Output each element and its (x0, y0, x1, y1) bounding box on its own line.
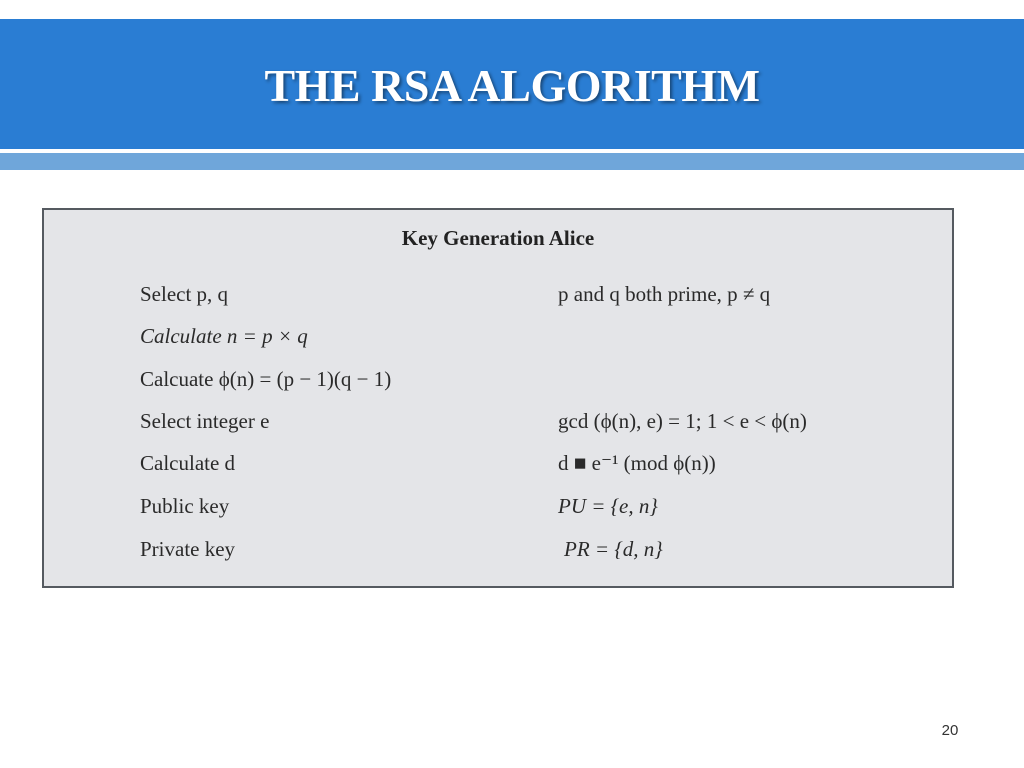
table-row (44, 451, 952, 483)
row-condition: PU = {e, n} (558, 494, 658, 518)
row-label: Calcuate ϕ(n) = (p − 1)(q − 1) (140, 367, 392, 391)
row-label: Public key (140, 494, 230, 518)
page-number: 20 (941, 722, 959, 739)
row-condition: gcd (ϕ(n), e) = 1; 1 < e < ϕ(n) (558, 409, 807, 433)
table-row (44, 324, 952, 356)
row-label: Select p, q (140, 282, 229, 306)
row-label: Select integer e (140, 409, 270, 433)
row-condition: d ■ e⁻¹ (mod ϕ(n)) (558, 451, 716, 475)
table-row (44, 282, 952, 314)
table-row (44, 494, 952, 526)
row-label: Calculate d (140, 451, 236, 475)
box-heading: Key Generation Alice (401, 226, 595, 250)
row-condition: PR = {d, n} (564, 537, 663, 561)
title-stripe (0, 153, 1024, 170)
slide-title: THE RSA ALGORITHM (264, 60, 760, 111)
table-row (44, 537, 952, 569)
title-bar (0, 19, 1024, 149)
table-row (44, 409, 952, 441)
key-generation-box (42, 208, 954, 588)
table-row (44, 367, 952, 399)
row-condition: p and q both prime, p ≠ q (558, 282, 771, 306)
row-label: Private key (140, 537, 236, 561)
row-label: Calculate n = p × q (140, 324, 308, 348)
